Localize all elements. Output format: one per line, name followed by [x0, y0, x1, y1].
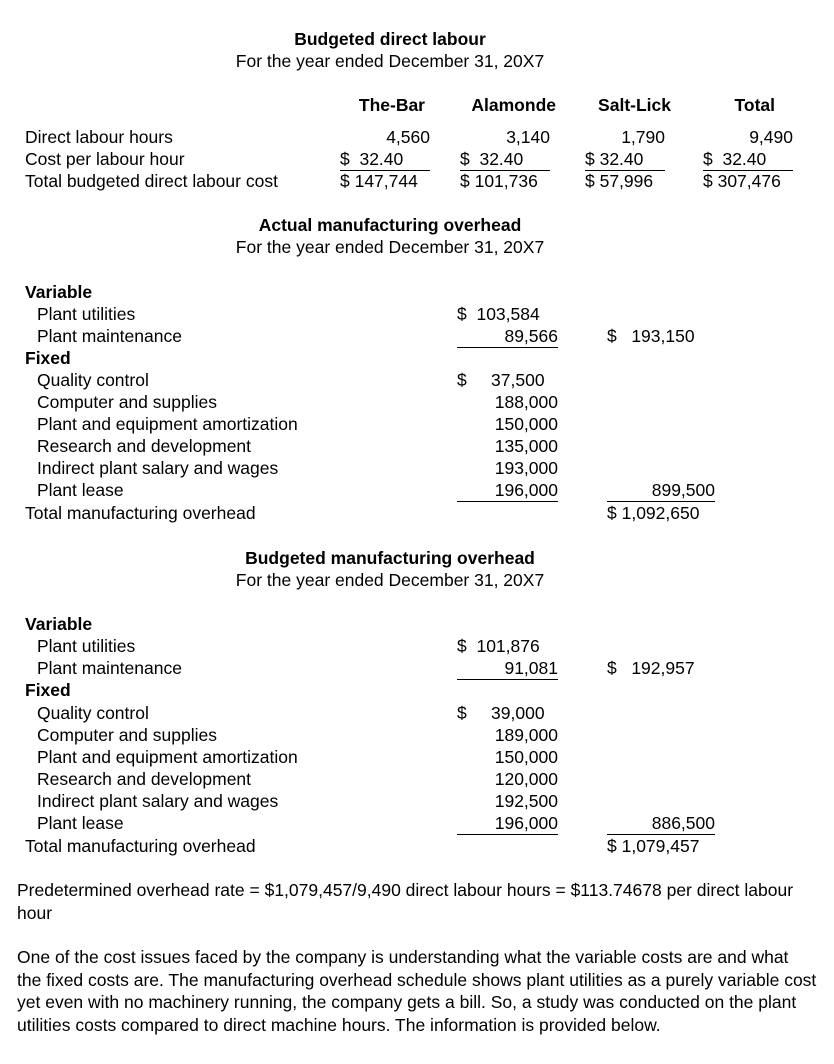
actual-item-amount: 196,000 — [457, 479, 558, 502]
budgeted-variable-total: $ 192,957 — [607, 658, 695, 678]
labour-cell: 4,560 — [386, 127, 430, 147]
overhead-rate-text: Predetermined overhead rate = $1,079,457/9,490 direct labour hours = $113.74678 per direct labour hour — [17, 880, 794, 923]
labour-row-label: Total budgeted direct labour cost — [25, 171, 278, 191]
actual-item-label: Plant maintenance — [37, 326, 182, 346]
budgeted-item-amount: $ 101,876 — [457, 636, 540, 656]
study-paragraph: One of the cost issues faced by the company is understanding what the variable costs are and what the fixed costs are. The manufacturing overhead schedule shows plant utilities as a purely variable cost yet even with no machinery running, the company gets a bill. So, a study was conducted on the plant utilities costs compared to direct machine hours. The information is provided below. — [17, 947, 817, 1035]
actual-item-amount: $ 103,584 — [457, 304, 540, 324]
actual-item-amount: 89,566 — [457, 325, 558, 348]
header-total: Total — [734, 95, 775, 115]
budgeted-title: Budgeted manufacturing overhead — [245, 548, 535, 568]
budgeted-item-label: Plant maintenance — [37, 658, 182, 678]
labour-cell: $ 307,476 — [703, 171, 781, 191]
budgeted-total-label: Total manufacturing overhead — [25, 836, 256, 856]
actual-item-label: Quality control — [37, 370, 149, 390]
budgeted-variable-heading: Variable — [25, 614, 93, 634]
budgeted-item-label: Indirect plant salary and wages — [37, 791, 279, 811]
budgeted-item-amount: 150,000 — [494, 747, 558, 767]
labour-row-label: Direct labour hours — [25, 127, 173, 147]
labour-cell: $ 57,996 — [585, 171, 654, 191]
budgeted-subtitle: For the year ended December 31, 20X7 — [235, 570, 545, 590]
labour-cell: $ 101,736 — [460, 171, 538, 191]
actual-item-amount: 150,000 — [494, 414, 558, 434]
actual-fixed-heading: Fixed — [25, 348, 71, 368]
actual-subtitle: For the year ended December 31, 20X7 — [235, 237, 545, 257]
labour-cell: $ 32.40 — [703, 148, 793, 171]
labour-cell: $ 32.40 — [460, 148, 550, 171]
header-the-bar: The-Bar — [358, 95, 425, 115]
actual-item-amount: 135,000 — [494, 436, 558, 456]
actual-item-label: Indirect plant salary and wages — [37, 458, 279, 478]
budgeted-item-amount: 189,000 — [494, 725, 558, 745]
actual-item-label: Research and development — [37, 436, 252, 456]
actual-item-amount: 193,000 — [494, 458, 558, 478]
actual-total-label: Total manufacturing overhead — [25, 503, 256, 523]
labour-cell: $ 147,744 — [340, 171, 418, 191]
budgeted-item-amount: 120,000 — [494, 769, 558, 789]
budgeted-item-label: Plant utilities — [37, 636, 136, 656]
labour-title: Budgeted direct labour — [294, 29, 486, 49]
labour-cell: 9,490 — [749, 127, 793, 147]
header-salt-lick: Salt-Lick — [598, 95, 671, 115]
actual-item-amount: $ 37,500 — [457, 370, 545, 390]
actual-item-label: Plant and equipment amortization — [37, 414, 298, 434]
labour-row-label: Cost per labour hour — [25, 149, 185, 169]
labour-cell: 1,790 — [621, 127, 665, 147]
actual-fixed-total: 899,500 — [607, 479, 715, 502]
budgeted-item-amount: 196,000 — [457, 812, 558, 835]
budgeted-item-amount: 91,081 — [457, 657, 558, 680]
budgeted-item-amount: $ 39,000 — [457, 703, 545, 723]
budgeted-fixed-total: 886,500 — [607, 812, 715, 835]
labour-cell: $ 32.40 — [340, 148, 430, 171]
budgeted-total: $ 1,079,457 — [607, 836, 700, 856]
actual-item-label: Plant lease — [37, 480, 124, 500]
actual-total: $ 1,092,650 — [607, 503, 700, 523]
actual-variable-total: $ 193,150 — [607, 326, 695, 346]
budgeted-item-label: Research and development — [37, 769, 252, 789]
budgeted-item-label: Quality control — [37, 703, 149, 723]
actual-item-label: Plant utilities — [37, 304, 136, 324]
budgeted-item-label: Plant and equipment amortization — [37, 747, 298, 767]
actual-item-label: Computer and supplies — [37, 392, 217, 412]
actual-variable-heading: Variable — [25, 282, 93, 302]
budgeted-item-label: Plant lease — [37, 813, 124, 833]
header-alamonde: Alamonde — [471, 95, 556, 115]
actual-item-amount: 188,000 — [494, 392, 558, 412]
labour-subtitle: For the year ended December 31, 20X7 — [235, 51, 545, 71]
budgeted-fixed-heading: Fixed — [25, 680, 71, 700]
budgeted-item-amount: 192,500 — [494, 791, 558, 811]
actual-title: Actual manufacturing overhead — [258, 215, 522, 235]
budgeted-item-label: Computer and supplies — [37, 725, 217, 745]
labour-cell: 3,140 — [506, 127, 550, 147]
labour-cell: $ 32.40 — [585, 148, 665, 171]
